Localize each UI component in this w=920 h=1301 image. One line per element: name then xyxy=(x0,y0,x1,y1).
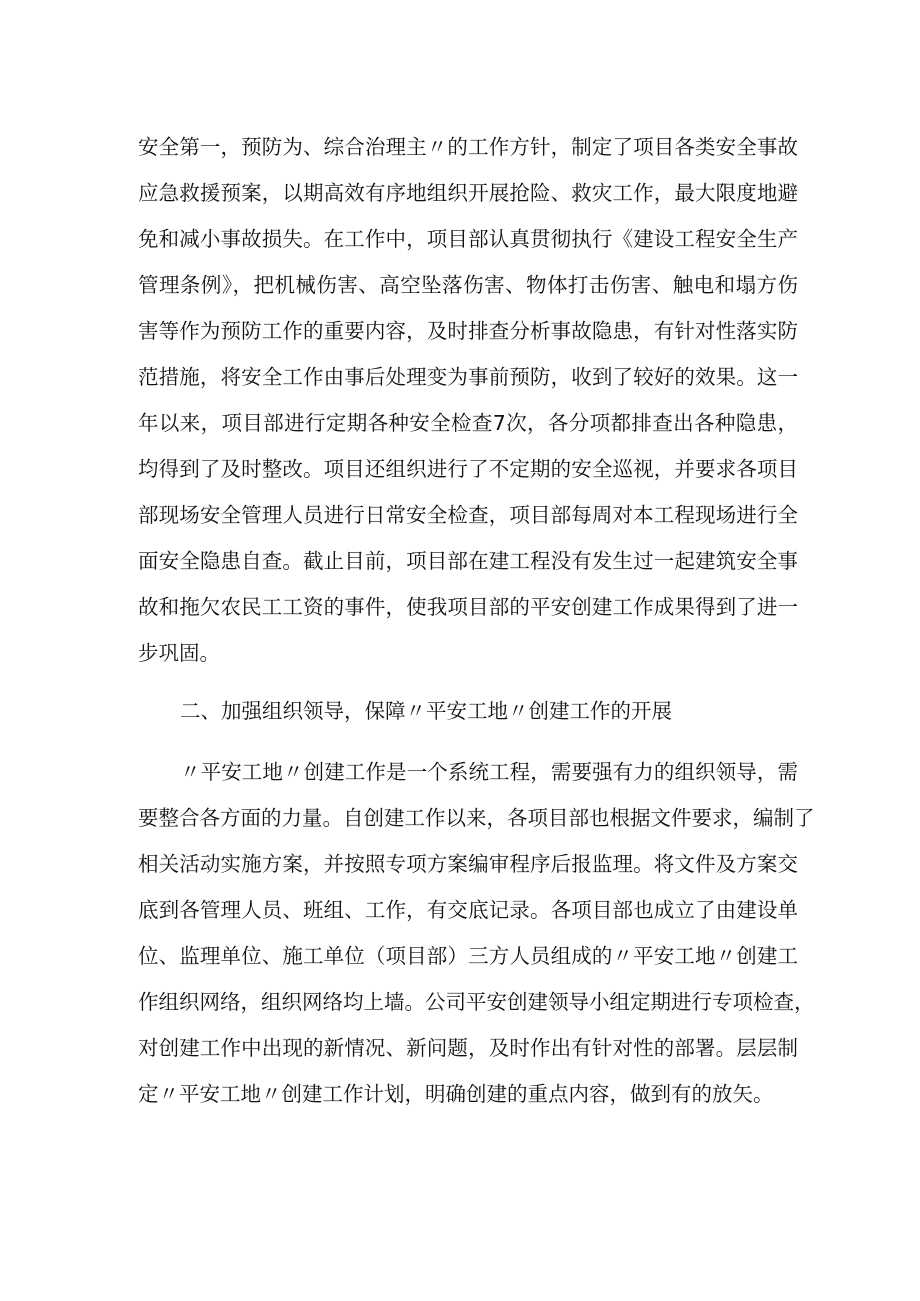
paragraph-2-line-7: 对创建工作中出现的新情况、新问题，及时作出有针对性的部署。层层制 xyxy=(138,1036,798,1060)
paragraph-1-line-5: 害等作为预防工作的重要内容，及时排查分析事故隐患，有针对性落实防 xyxy=(138,319,798,343)
paragraph-2-line-5: 位、监理单位、施工单位（项目部）三方人员组成的〃平安工地〃创建工 xyxy=(138,944,798,968)
paragraph-1-line-2: 应急救援预案，以期高效有序地组织开展抢险、救灾工作，最大限度地避 xyxy=(138,181,798,205)
paragraph-1-line-7: 年以来，项目部进行定期各种安全检查7次，各分项都排查出各种隐患， xyxy=(138,411,798,435)
paragraph-1-line-3: 免和减小事故损失。在工作中，项目部认真贯彻执行《建设工程安全生产 xyxy=(138,227,798,251)
paragraph-2-line-2: 要整合各方面的力量。自创建工作以来，各项目部也根据文件要求，编制了 xyxy=(138,806,815,830)
paragraph-2-line-6: 作组织网络，组织网络均上墙。公司平安创建领导小组定期进行专项检查， xyxy=(138,990,815,1014)
paragraph-1-line-10: 面安全隐患自查。截止目前，项目部在建工程没有发生过一起建筑安全事 xyxy=(138,549,798,573)
paragraph-1-line-1: 安全第一，预防为、综合治理主〃的工作方针，制定了项目各类安全事故 xyxy=(138,135,798,159)
paragraph-1-line-4: 管理条例》，把机械伤害、高空坠落伤害、物体打击伤害、触电和塌方伤 xyxy=(138,273,798,297)
paragraph-1-line-8: 均得到了及时整改。项目还组织进行了不定期的安全巡视，并要求各项目 xyxy=(138,457,798,481)
paragraph-2-line-3: 相关活动实施方案，并按照专项方案编审程序后报监理。将文件及方案交 xyxy=(138,852,798,876)
paragraph-1-line-12: 步巩固。 xyxy=(138,641,220,665)
paragraph-1-line-9: 部现场安全管理人员进行日常安全检查，项目部每周对本工程现场进行全 xyxy=(138,503,798,527)
paragraph-1-line-6: 范措施，将安全工作由事后处理变为事前预防，收到了较好的效果。这一 xyxy=(138,365,798,389)
paragraph-2-line-4: 底到各管理人员、班组、工作，有交底记录。各项目部也成立了由建设单 xyxy=(138,898,798,922)
paragraph-2-line-1: 〃平安工地〃创建工作是一个系统工程，需要强有力的组织领导，需 xyxy=(180,760,798,784)
paragraph-1-line-11: 故和拖欠农民工工资的事件，使我项目部的平安创建工作成果得到了进一 xyxy=(138,595,798,619)
paragraph-2-line-8: 定〃平安工地〃创建工作计划，明确创建的重点内容，做到有的放矢。 xyxy=(138,1082,774,1106)
section-heading-2: 二、加强组织领导，保障〃平安工地〃创建工作的开展 xyxy=(180,699,672,723)
